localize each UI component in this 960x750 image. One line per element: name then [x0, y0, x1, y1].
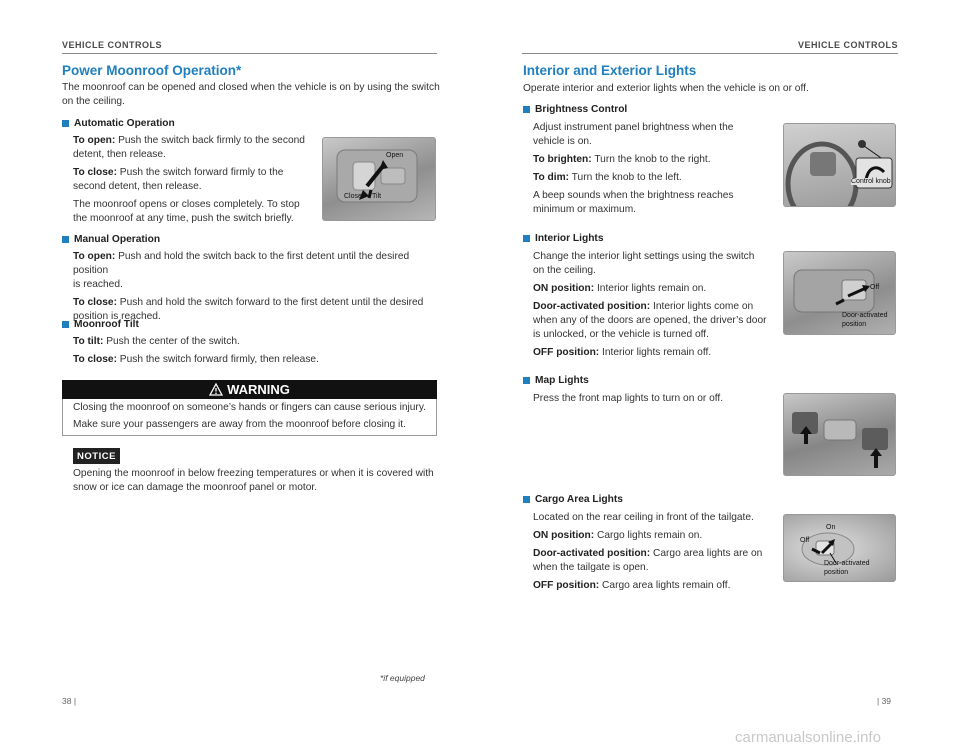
notice-line-2: snow or ice can damage the moonroof panel or motor.: [73, 482, 318, 493]
dashboard-photo: [783, 123, 896, 207]
intro-line-1: The moonroof can be opened and closed when the vehicle is on by using the switch: [62, 82, 440, 93]
moonroof-switch-photo: [322, 137, 436, 221]
auto-note-1: The moonroof opens or closes completely. To stop: [73, 199, 300, 210]
bullet-square-icon: [62, 120, 69, 127]
brighten-text: Turn the knob to the right.: [591, 154, 711, 165]
watermark: carmanualsonline.info: [735, 729, 881, 746]
interior-line-1: Change the interior light settings using the switch: [533, 251, 755, 262]
warning-line-1: Closing the moonroof on someone’s hands or fingers can cause serious injury.: [73, 402, 426, 413]
notice-badge: NOTICE: [73, 448, 120, 464]
interior-section: [533, 250, 773, 360]
cargo-section: [533, 511, 773, 593]
cargo-off-label: OFF position:: [533, 580, 600, 591]
cargo-off-figure-label: Off: [800, 537, 810, 544]
tilt-heading: [62, 319, 139, 330]
interior-off-label: OFF position:: [533, 347, 600, 358]
bullet-square-icon: [523, 377, 530, 384]
left-header: VEHICLE CONTROLS: [62, 40, 163, 50]
map-heading-text: Map Lights: [535, 375, 589, 386]
moonroof-switch-illustration: [323, 138, 435, 220]
auto-close-label: To close:: [73, 167, 117, 178]
warning-triangle-icon: [209, 383, 223, 396]
cargo-light-photo: [783, 514, 896, 582]
interior-on-text: Interior lights remain on.: [594, 283, 707, 294]
moonroof-intro: [62, 81, 442, 109]
left-page-title: Power Moonroof Operation*: [62, 63, 242, 78]
interior-heading-text: Interior Lights: [535, 233, 604, 244]
moonroof-close-label: Close: [344, 193, 362, 200]
tilt-close-label: To close:: [73, 354, 117, 365]
warning-label: WARNING: [227, 382, 290, 397]
cargo-door-figure-label-1: Door-activated: [824, 560, 870, 567]
auto-close-text: Push the switch forward firmly to the: [116, 167, 284, 178]
brightness-section: [533, 121, 768, 217]
cargo-on-figure-label: On: [826, 524, 836, 531]
tilt-section: [73, 335, 441, 367]
moonroof-open-label: Open: [386, 152, 404, 159]
bullet-square-icon: [62, 236, 69, 243]
beep-line-2: minimum or maximum.: [533, 204, 637, 215]
map-heading: [523, 375, 589, 386]
brightness-heading-text: Brightness Control: [535, 104, 628, 115]
bullet-square-icon: [523, 235, 530, 242]
manual-open-text-2: is reached.: [73, 279, 123, 290]
automatic-heading-text: Automatic Operation: [74, 118, 175, 129]
interior-door-label: Door-activated position:: [533, 301, 651, 312]
tilt-text: Push the center of the switch.: [103, 336, 240, 347]
interior-off-text: Interior lights remain off.: [599, 347, 712, 358]
map-lights-photo: [783, 393, 896, 476]
intro-line-2: on the ceiling.: [62, 96, 125, 107]
bullet-square-icon: [523, 496, 530, 503]
interior-switch-illustration: [784, 252, 895, 334]
footnote: *if equipped: [380, 673, 425, 683]
interior-door-text-2: when any of the doors are opened, the driver’s door: [533, 315, 767, 326]
notice-text: [73, 467, 441, 495]
cargo-door-text: Cargo area lights are on: [650, 548, 763, 559]
dim-label: To dim:: [533, 172, 570, 183]
auto-close-text-2: second detent, then release.: [73, 181, 202, 192]
interior-door-text: Interior lights come on: [650, 301, 754, 312]
manual-close-text-2: position is reached.: [73, 311, 161, 322]
right-page-title: Interior and Exterior Lights: [523, 63, 697, 78]
brightness-line-2: vehicle is on.: [533, 136, 592, 147]
cargo-heading: [523, 494, 623, 505]
cargo-line-1: Located on the rear ceiling in front of the tailgate.: [533, 512, 754, 523]
lights-intro: Operate interior and exterior lights when the vehicle is on or off.: [523, 83, 809, 94]
manual-close-text: Push and hold the switch forward to the first detent until the desired: [116, 297, 424, 308]
left-page-number: 38 |: [62, 696, 77, 706]
warning-bar: [62, 380, 437, 399]
dashboard-illustration: [784, 124, 895, 206]
interior-off-figure-label: Off: [870, 284, 880, 291]
interior-line-2: on the ceiling.: [533, 265, 596, 276]
brightness-heading: [523, 104, 627, 115]
auto-note-2: the moonroof at any time, push the switch briefly.: [73, 213, 294, 224]
cargo-heading-text: Cargo Area Lights: [535, 494, 623, 505]
interior-door-figure-label-1: Door-activated: [842, 312, 888, 319]
auto-open-label: To open:: [73, 135, 116, 146]
auto-open-text-2: detent, then release.: [73, 149, 166, 160]
manual-open-text: Push and hold the switch back to the first detent until the desired position: [73, 251, 410, 276]
manual-open-label: To open:: [73, 251, 116, 262]
cargo-door-figure-label-2: position: [824, 569, 849, 576]
tilt-close-text: Push the switch forward firmly, then release.: [116, 354, 319, 365]
interior-on-label: ON position:: [533, 283, 595, 294]
right-header: VEHICLE CONTROLS: [797, 40, 898, 50]
right-header-rule: [522, 53, 898, 54]
right-page-number: | 39: [877, 696, 892, 706]
brightness-line-1: Adjust instrument panel brightness when the: [533, 122, 734, 133]
tilt-label: To tilt:: [73, 336, 104, 347]
cargo-on-label: ON position:: [533, 530, 595, 541]
notice-line-1: Opening the moonroof in below freezing temperatures or when it is covered with: [73, 468, 434, 479]
map-lights-illustration: [784, 394, 895, 475]
tilt-heading-text: Moonroof Tilt: [74, 319, 139, 330]
manual-heading: [62, 234, 160, 245]
beep-line-1: A beep sounds when the brightness reaches: [533, 190, 734, 201]
manual-close-label: To close:: [73, 297, 117, 308]
warning-line-2: Make sure your passengers are away from the moonroof before closing it.: [73, 419, 406, 430]
interior-heading: [523, 233, 603, 244]
cargo-on-text: Cargo lights remain on.: [594, 530, 703, 541]
interior-door-text-3: is unlocked, or the vehicle is turned off.: [533, 329, 709, 340]
brighten-label: To brighten:: [533, 154, 592, 165]
moonroof-tilt-label: Tilt: [372, 193, 382, 200]
map-text: Press the front map lights to turn on or off.: [533, 393, 724, 404]
manual-section: [73, 250, 441, 324]
bullet-square-icon: [523, 106, 530, 113]
automatic-heading: [62, 118, 175, 129]
interior-switch-photo: [783, 251, 896, 335]
automatic-section: [73, 134, 313, 226]
manual-heading-text: Manual Operation: [74, 234, 161, 245]
dim-text: Turn the knob to the left.: [569, 172, 682, 183]
cargo-door-label: Door-activated position:: [533, 548, 651, 559]
auto-open-text: Push the switch back firmly to the second: [115, 135, 305, 146]
control-knob-label: Control knob: [851, 178, 891, 185]
interior-door-figure-label-2: position: [842, 321, 867, 328]
warning-text: [73, 401, 433, 432]
bullet-square-icon: [62, 321, 69, 328]
cargo-door-text-2: when the tailgate is open.: [533, 562, 649, 573]
left-header-rule: [62, 53, 437, 54]
cargo-off-text: Cargo area lights remain off.: [599, 580, 731, 591]
